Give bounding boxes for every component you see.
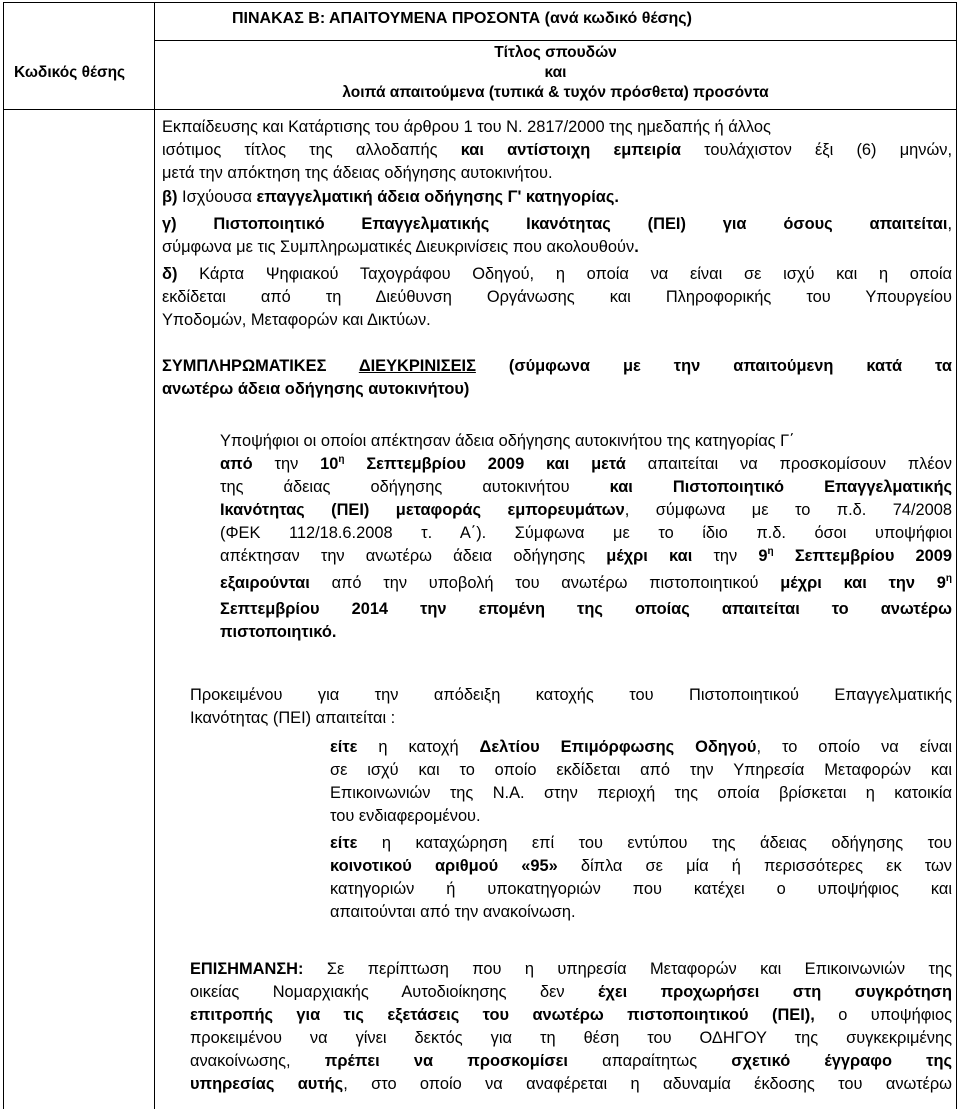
supplementary-heading-line1: ΣΥΜΠΛΗΡΩΜΑΤΙΚΕΣ ΔΙΕΥΚΡΙΝΙΣΕΙΣ (σύμφωνα με την απαιτούμενη κατά τα xyxy=(162,357,952,375)
proof-option1-line1: είτε η κατοχή Δελτίου Επιμόρφωσης Οδηγού, το οποίο να είναι xyxy=(330,738,952,756)
column-divider xyxy=(154,2,155,1109)
table-border-top xyxy=(3,2,957,3)
proof-option1-line2: σε ισχύ και το οποίο εκδίδεται από την Υπηρεσία Μεταφορών και xyxy=(330,761,952,779)
para1-line1: Εκπαίδευσης και Κατάρτισης του άρθρου 1 του Ν. 2817/2000 της ημεδαπής ή άλλος xyxy=(162,118,771,136)
notice-line2: οικείας Νομαρχιακής Αυτοδιοίκησης δεν έχει προχωρήσει στη συγκρότηση xyxy=(190,983,952,1001)
candidates-line4: Ικανότητας (ΠΕΙ) μεταφοράς εμπορευμάτων, σύμφωνα με το π.δ. 74/2008 xyxy=(220,501,952,519)
para1-line3: μετά την απόκτηση της άδειας οδήγησης αυτοκινήτου. xyxy=(162,164,553,182)
item-b: β) Ισχύουσα επαγγελματική άδεια οδήγησης Γ' κατηγορίας. xyxy=(162,188,619,206)
notice-line3: επιτροπής για τις εξετάσεις του ανωτέρω πιστοποιητικού (ΠΕΙ), ο υποψήφιος xyxy=(190,1006,953,1024)
column-header-title-line1: Τίτλος σπουδών xyxy=(494,44,617,61)
proof-option2-line3: κατηγοριών ή υποκατηγοριών που κατέχει ο υποψήφιος και xyxy=(330,880,952,898)
table-border-right xyxy=(956,2,957,1109)
table-border-left xyxy=(3,2,4,1109)
proof-option2-line4: απαιτούνται από την ανακοίνωση. xyxy=(330,903,576,921)
notice-line5: ανακοίνωσης, πρέπει να προσκομίσει απαραίτητως σχετικό έγγραφο της xyxy=(190,1052,952,1070)
candidates-line7: εξαιρούνται από την υποβολή του ανωτέρω πιστοποιητικού μέχρι και την $9^\eta$ xyxy=(220,573,952,592)
header-bottom-border xyxy=(3,109,957,110)
notice-line6: υπηρεσίας αυτής, στο οποίο να αναφέρεται η αδυναμία έκδοσης του ανωτέρω xyxy=(190,1075,952,1093)
para1-line2: ισότιμος τίτλος της αλλοδαπής και αντίστοιχη εμπειρία τουλάχιστον έξι (6) μηνών, xyxy=(162,141,953,159)
proof-line2: Ικανότητας (ΠΕΙ) απαιτείται : xyxy=(190,709,396,727)
proof-line1: Προκειμένου για την απόδειξη κατοχής του Πιστοποιητικού Επαγγελματικής xyxy=(190,686,952,704)
proof-option1-line4: του ενδιαφερομένου. xyxy=(330,807,481,825)
candidates-line5: (ΦΕΚ 112/18.6.2008 τ. Α΄). Σύμφωνα με το ίδιο π.δ. όσοι υποψήφιοι xyxy=(220,524,952,542)
column-header-code: Κωδικός θέσης xyxy=(14,64,126,81)
candidates-line9: πιστοποιητικό. xyxy=(220,623,337,641)
item-d-line2: εκδίδεται από τη Διεύθυνση Οργάνωσης και Πληροφορικής του Υπουργείου xyxy=(162,288,952,306)
item-d-line1: δ) Κάρτα Ψηφιακού Ταχογράφου Οδηγού, η οποία να είναι σε ισχύ και η οποία xyxy=(162,265,952,283)
notice-line4: προκειμένου να γίνει δεκτός για τη θέση του ΟΔΗΓΟΥ της συγκεκριμένης xyxy=(190,1029,952,1047)
item-c-line1: γ) Πιστοποιητικό Επαγγελματικής Ικανότητας (ΠΕΙ) για όσους απαιτείται, xyxy=(162,215,952,233)
candidates-line1: Υποψήφιοι οι οποίοι απέκτησαν άδεια οδήγησης αυτοκινήτου της κατηγορίας Γ΄ xyxy=(220,432,795,450)
candidates-line2: από την $10^\eta$ Σεπτεμβρίου 2009 και μετά απαιτείται να προσκομίσουν πλέον xyxy=(220,454,952,473)
notice-line1: ΕΠΙΣΗΜΑΝΣΗ: Σε περίπτωση που η υπηρεσία Μεταφορών και Επικοινωνιών της xyxy=(190,960,952,978)
header-title-divider xyxy=(154,40,957,41)
proof-option2-line1: είτε η καταχώρηση επί του εντύπου της άδειας οδήγησης του xyxy=(330,834,952,852)
proof-option1-line3: Επικοινωνιών της Ν.Α. στην περιοχή της οποία βρίσκεται η κατοικία xyxy=(330,784,952,802)
column-header-title-line3: λοιπά απαιτούμενα (τυπικά & τυχόν πρόσθετα) προσόντα xyxy=(342,84,769,101)
proof-option2-line2: κοινοτικού αριθμού «95» δίπλα σε μία ή περισσότερες εκ των xyxy=(330,857,952,875)
item-d-line3: Υποδομών, Μεταφορών και Δικτύων. xyxy=(162,311,431,329)
supplementary-heading-line2: ανωτέρω άδεια οδήγησης αυτοκινήτου) xyxy=(162,380,470,398)
candidates-line6: απέκτησαν την ανωτέρω άδεια οδήγησης μέχρι και την $9^\eta$ Σεπτεμβρίου 2009 xyxy=(220,546,952,565)
column-header-title-line2: και xyxy=(544,64,567,81)
item-c-line2: σύμφωνα με τις Συμπληρωματικές Διευκρινίσεις που ακολουθούν. xyxy=(162,238,639,256)
candidates-line3: της άδειας οδήγησης αυτοκινήτου και Πιστοποιητικό Επαγγελματικής xyxy=(220,478,952,496)
candidates-line8: Σεπτεμβρίου 2014 την επομένη της οποίας απαιτείται το ανωτέρω xyxy=(220,600,952,618)
table-title: ΠΙΝΑΚΑΣ Β: ΑΠΑΙΤΟΥΜΕΝΑ ΠΡΟΣΟΝΤΑ (ανά κωδικό θέσης) xyxy=(232,10,692,27)
